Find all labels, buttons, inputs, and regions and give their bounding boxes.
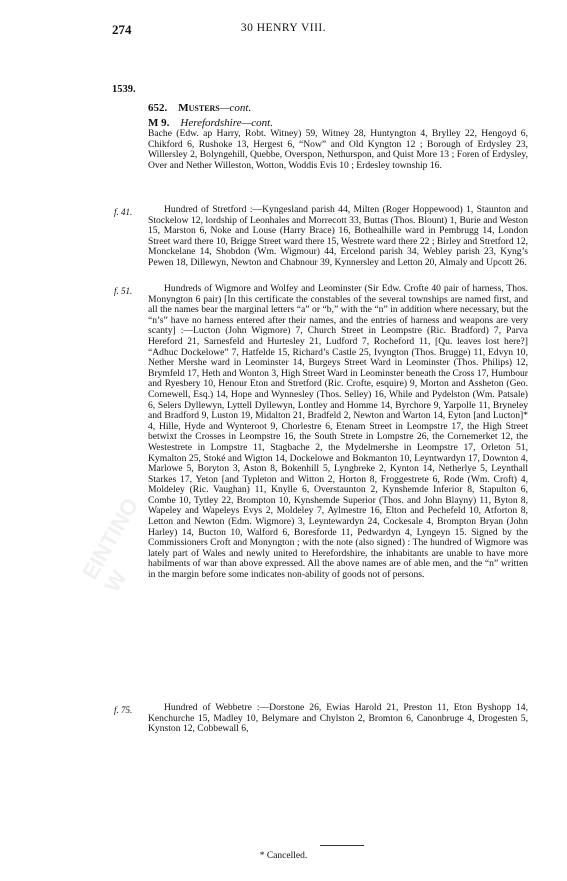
entry-number: 652.	[148, 102, 168, 114]
paragraph-wigmore: Hundreds of Wigmore and Wolfey and Leominster (Sir Edw. Crofte 40 pair of harness, Thos. Monyngton 6 pair) [In this certificate the constables of the several townships are named first, and all the names bear the marginal letters “a” or “b,” with the “n” in addition where necessary, but the “n’s” have no harness entered after their names, and the entries of harness and weapons are very scanty] :—Lucton (John Wigmore) 7, Church Street in Leompstre (Ric. Bradford) 7, Parva Hereford 21, Sarnesfeld and Hurtesley 21, Ludford 7, Rocheford 11, [Qu. leaves lost here?] “Adhuc Dockelowe” 7, Hatfelde 15, Richard’s Castle 25, Ivyngton (Thos. Brugge) 11, Edvyn 10, Nether Mershe ward in Leominster 14, Burgeys Street Ward in Leominster (Thos. Philips) 12, Brymfeld 17, Heth and Wonton 3, High Street Ward in Leominster beneath the Cross 17, Humbour and Ryesbery 10, Henour Eton and Stretford (Ric. Crofte, esquire) 9, Morton and Assheton (Geo. Cornewell, Esq.) 14, Hope and Wynnesley (Thos. Selley) 16, While and Pydelston (Wm. Patsale) 6, Selers Dyllewyn, Lyttell Dyllewyn, Lontley and Homme 14, Byrchore 9, Yarpolle 11, Bryneley and Bradford 9, Luston 19, Midalton 21, Bradfeld 2, Newton and Warton 14, Eyton [and Lucton]* 4, Hille, Hyde and Wynteroot 9, Chorlestre 6, Etenam Street in Leompstre 17, the High Street betwixt the Crosses in Leompstre 16, the South Strete in Lompstre 26, the Cornemerket 12, the Westestrete in Lompstre 11, Stagbache 2, the Mydelmershe in Leompstre 17, Orleton 51, Kymalton 25, Stoké and Wigton 14, Dockelowe and Bokmanton 10, Leyntwardyn 17, Downton 4, Marlowe 5, Boryton 3, Aston 8, Bokenhill 5, Lyngbreke 2, Kynton 14, Netherlye 5, Leynthall Starkes 17, Yeton [and Typleton and Witton 2, Horton 8, Froggestrete 6, Rode (Wm. Croft) 4, Moldeley (Ric. Vaughan) 11, Knylle 6, Overstaunton 2, Kynshemde Inferior 8, Stapulton 6, Combe 10, Tytley 22, Brompton 10, Kynshemde Superior (Thos. and John Blayny) 11, Byton 8, Wapeley and Wapeleys Evys 2, Moldeley 7, Aylmestre 16, Elton and Pechefeld 10, Atforton 8, Letton and Newton (Edm. Wigmore) 3, Leyntewardyn 24, Cockesale 4, Brompton Bryan (John Harley) 14, Bucton 10, Walford 6, Boresforde 11, Pedwardyn 4, Lyngeyn 15. Signed by the Commissioners Croft and Monyngton ; with the note (also signed) : The hundred of Wigmore was lately part of Wales and newly united to Herefordshire, the inhabitants are unable to have more habilments of war than above expressed. All the above names are of able men, and the “n” written in the margin before some indicates non-ability of goods not of persons.	[148, 283, 528, 581]
subentry-mark: M 9.	[148, 117, 170, 129]
folio-marker: f. 51.	[114, 286, 133, 296]
page-number: 274	[112, 22, 132, 37]
entry-title-suffix: —cont.	[219, 102, 252, 114]
entry-title: Musters	[178, 102, 220, 114]
folio-marker: f. 41.	[114, 207, 133, 217]
footnote-rule	[320, 845, 364, 846]
running-title: 30 HENRY VIII.	[240, 22, 327, 34]
subentry-title: Herefordshire	[180, 117, 242, 129]
library-watermark: EINTINO W	[77, 493, 144, 597]
year-heading: 1539.	[112, 84, 136, 95]
paragraph-erdysley: Bache (Edw. ap Harry, Robt. Witney) 59, Witney 28, Huntyngton 4, Brylley 22, Hengoyd 6, Chikford 6, Rushoke 13, Hergest 6, “Now” and Old Kyngton 12 ; Borough of Erdysley 23, Willersley 2, Bolyngehill, Quebbe, Overspon, Nethurspon, and Quist More 13 ; Foren of Erdysley, Over and Nether Willeston, Wotton, Woddis Evis 10 ; Erdesley township 16.	[148, 128, 528, 171]
subentry-suffix: —cont.	[241, 117, 273, 129]
paragraph-webbetre: Hundred of Webbetre :—Dorstone 26, Ewias Harold 21, Preston 11, Eton Byshopp 14, Kenchurche 15, Madley 10, Belymare and Chylston 2, Bromton 6, Canonbruge 4, Drogesten 5, Kynston 12, Cobbewall 6,	[148, 702, 528, 735]
paragraph-stretford: Hundred of Stretford :—Kyngesland parish 44, Milten (Roger Hoppewood) 1, Staunton and Stockelow 12, lordship of Leonhales and Morrecott 33, Buttas (Thos. Blount) 1, Burie and Weston 15, Marston 6, Noke and Louse (Harry Brace) 16, Bothealhille ward in Pembrugg 14, London Street ward there 10, Brigge Street ward there 15, Westrete ward there 22 ; Birley and Stretford 12, Monckelane 14, Shobdon (Wm. Wigmour) 44, Ercelond parish 34, Webley parish 23, Kyng’s Pewen 18, Dillewyn, Newton and Chabnour 39, Kynnersley and Letton 20, Almaly and Upcott 26.	[148, 204, 529, 268]
folio-marker: f. 75.	[114, 705, 133, 715]
entry-heading	[148, 102, 251, 114]
footnote: * Cancelled.	[259, 851, 308, 861]
